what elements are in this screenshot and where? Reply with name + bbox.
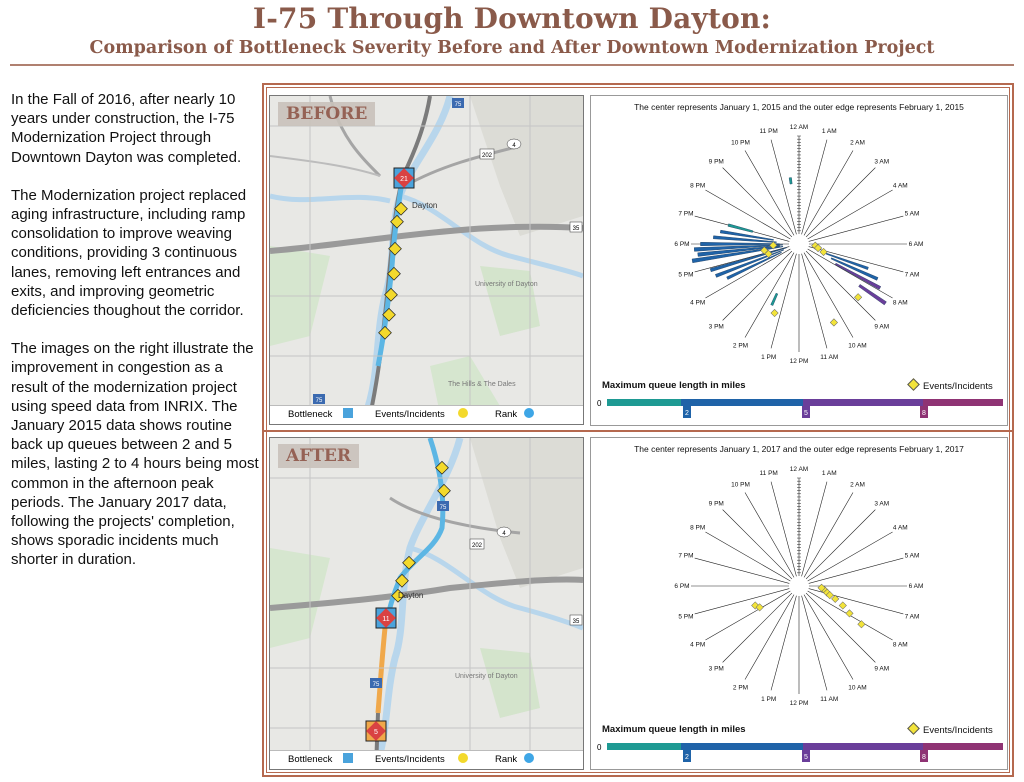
before-queue-arc[interactable] [826,253,868,270]
before-chart-panel [590,95,1008,426]
after-scale-tick-8: 8 [922,754,926,761]
before-shield-75: 75 [454,102,462,108]
before-hour-label: 10 PM [731,139,750,147]
after-rank-marker: 11 [382,616,390,623]
before-hour-label: 6 PM [674,241,690,248]
after-map-canvas [270,438,583,769]
after-spoke [745,492,794,577]
before-incident-marker[interactable] [854,294,861,301]
before-hour-label: 3 PM [708,323,724,331]
before-hour-label: 2 AM [850,139,865,147]
after-hour-label: 9 AM [874,665,890,673]
before-shield-4: 4 [512,143,516,149]
after-shield-202: 202 [471,543,483,549]
title-rule [10,64,1014,66]
after-bottleneck-icon [343,753,353,763]
legend-rank-label: Rank [495,409,518,420]
before-map-canvas [270,96,583,424]
before-queue-arc[interactable] [771,293,778,305]
after-label: AFTER [278,444,359,468]
before-hour-label: 6 AM [908,241,924,248]
incident-diamond-icon [907,378,920,391]
before-hour-label: 7 AM [904,271,920,279]
after-shield-75s: 75 [372,682,380,688]
before-hour-label: 12 AM [789,124,809,131]
before-queue-scale [591,394,1007,424]
after-incident-marker[interactable] [846,610,853,617]
after-hour-label: 2 PM [732,684,749,692]
after-hour-label: 3 AM [874,500,890,508]
before-hour-label: 11 PM [759,127,778,135]
before-queue-arc[interactable] [831,258,878,281]
before-queue-arc[interactable] [789,178,792,185]
after-hour-label: 1 PM [761,696,777,704]
after-spoke [705,591,790,640]
before-radial-chart[interactable] [591,116,1007,396]
after-hour-label: 12 AM [789,466,809,473]
before-hour-label: 1 AM [821,127,837,135]
legend-bottleneck-label: Bottleneck [288,409,333,420]
scale-tick-5: 5 [804,410,808,417]
after-hour-label: 11 PM [759,469,778,477]
before-rank-marker: 21 [400,176,408,183]
page-title: I-75 Through Downtown Dayton: [252,2,772,35]
after-scale-tick-2: 2 [685,754,689,761]
before-hour-label: 5 AM [904,210,920,218]
after-hour-label: 6 AM [908,583,924,590]
after-hour-label: 12 PM [789,700,809,707]
after-city-label: Dayton [398,591,424,600]
before-spoke [808,190,893,239]
before-hour-label: 7 PM [678,210,694,218]
before-queue-legend-title: Maximum queue length in miles [602,380,746,391]
after-hour-label: 5 PM [678,613,694,621]
after-hour-label: 8 PM [690,524,706,532]
before-shield-202: 202 [481,153,493,159]
before-label: BEFORE [278,102,375,126]
bottleneck-icon [343,408,353,418]
after-radial-chart[interactable] [591,458,1007,738]
before-hour-label: 9 AM [874,323,890,331]
before-univ-label: University of Dayton [475,281,538,288]
before-hour-label: 12 PM [789,358,809,365]
after-shield-35: 35 [572,619,580,625]
after-legend-bottleneck-label: Bottleneck [288,754,333,765]
after-hour-label: 7 PM [678,552,694,560]
before-queue-arc[interactable] [728,224,753,233]
after-hour-label: 5 AM [904,552,920,560]
before-map[interactable] [269,95,584,425]
after-hour-label: 3 PM [708,665,724,673]
before-incident-marker[interactable] [771,309,778,316]
after-map[interactable] [269,437,584,770]
before-shield-35: 35 [572,226,580,232]
after-spoke [745,595,794,680]
intro-paragraph-3: The images on the right illustrate the improvement in congestion as a result of the modernization project using speed data from INRIX. The January 2015 data shows routine back up queues between 2 and 5 miles, lasting 2 to 4 hours being most common in the afternoon peak periods. The January 2017 data, following the projects' completion, shows sporadic incidents much shorter in duration. [11,340,259,569]
after-incident-diamond-icon [907,722,920,735]
after-spoke [705,532,790,581]
after-hour-label: 2 AM [850,481,865,489]
before-shield-75s: 75 [315,398,323,404]
after-chart-caption: The center represents January 1, 2017 and the outer edge represents February 1, 2017 [634,444,964,454]
before-hour-label: 11 AM [820,354,839,362]
legend-events-label: Events/Incidents [375,409,445,420]
before-hour-label: 8 AM [892,299,908,307]
after-shield-4: 4 [502,531,506,537]
page-subtitle: Comparison of Bottleneck Severity Before and After Downtown Modernization Project [89,38,935,58]
before-chart-caption: The center represents January 1, 2015 and the outer edge represents February 1, 2015 [634,102,964,112]
before-spoke [745,150,794,235]
before-incident-marker[interactable] [830,319,837,326]
after-hour-label: 7 AM [904,613,920,621]
after-hour-label: 4 AM [892,524,908,532]
intro-paragraph-2: The Modernization project replaced aging infrastructure, including ramp consolidation to improve weaving conditions, providing 3 continuous lanes, removing left entrances and exits, and improving geometric deficiencies thoughout the corridor. [11,186,247,320]
before-city-label: Dayton [412,201,438,210]
before-hour-label: 1 PM [761,354,777,362]
after-rank-icon [524,753,534,763]
after-hour-label: 10 PM [731,481,750,489]
before-hour-label: 2 PM [732,342,749,350]
after-incident-marker[interactable] [858,621,865,628]
before-spoke [808,249,893,298]
after-hour-label: 9 PM [708,500,724,508]
after-hour-label: 1 AM [821,469,837,477]
after-map-legend [270,750,583,769]
figure-divider [263,430,1013,432]
rank-icon [524,408,534,418]
after-incident-marker[interactable] [839,602,846,609]
before-hour-label: 5 PM [678,271,694,279]
scale-tick-2: 2 [685,410,689,417]
after-events-label: Events/Incidents [923,725,993,736]
before-hour-label: 3 AM [874,158,890,166]
after-spoke [804,595,853,680]
after-hour-label: 6 PM [674,583,690,590]
incident-icon [458,408,468,418]
before-incident-marker[interactable] [820,248,827,255]
before-hour-label: 9 PM [708,158,724,166]
after-scale-zero: 0 [597,743,602,752]
after-univ-label: University of Dayton [455,673,518,680]
after-hour-label: 8 AM [892,641,908,649]
before-map-legend [270,405,583,424]
before-hour-label: 4 AM [892,182,908,190]
after-chart-panel [590,437,1008,770]
before-queue-arc[interactable] [859,284,887,305]
scale-tick-8: 8 [922,410,926,417]
before-hour-label: 4 PM [690,299,706,307]
after-queue-legend-title: Maximum queue length in miles [602,724,746,735]
after-hour-label: 4 PM [690,641,706,649]
after-scale-tick-5: 5 [804,754,808,761]
intro-text [11,90,261,589]
after-hour-label: 10 AM [848,684,867,692]
before-hour-label: 10 AM [848,342,867,350]
before-events-legend [909,380,993,392]
before-hour-label: 8 PM [690,182,706,190]
after-incident-icon [458,753,468,763]
after-legend-rank-label: Rank [495,754,518,765]
after-queue-scale [591,738,1007,768]
after-spoke [808,532,893,581]
after-shield-75: 75 [439,505,447,511]
after-hour-label: 11 AM [820,696,839,704]
after-events-legend [909,724,993,736]
after-legend-events-label: Events/Incidents [375,754,445,765]
before-events-label: Events/Incidents [923,381,993,392]
intro-paragraph-1: In the Fall of 2016, after nearly 10 years under construction, the I-75 Modernization Project through Downtown Dayton was completed. [11,91,242,166]
before-spoke [804,150,853,235]
before-park-label: The Hills & The Dales [448,381,516,388]
after-rank-marker-2: 5 [374,729,378,736]
scale-zero: 0 [597,399,602,408]
after-spoke [804,492,853,577]
before-spoke [705,190,790,239]
